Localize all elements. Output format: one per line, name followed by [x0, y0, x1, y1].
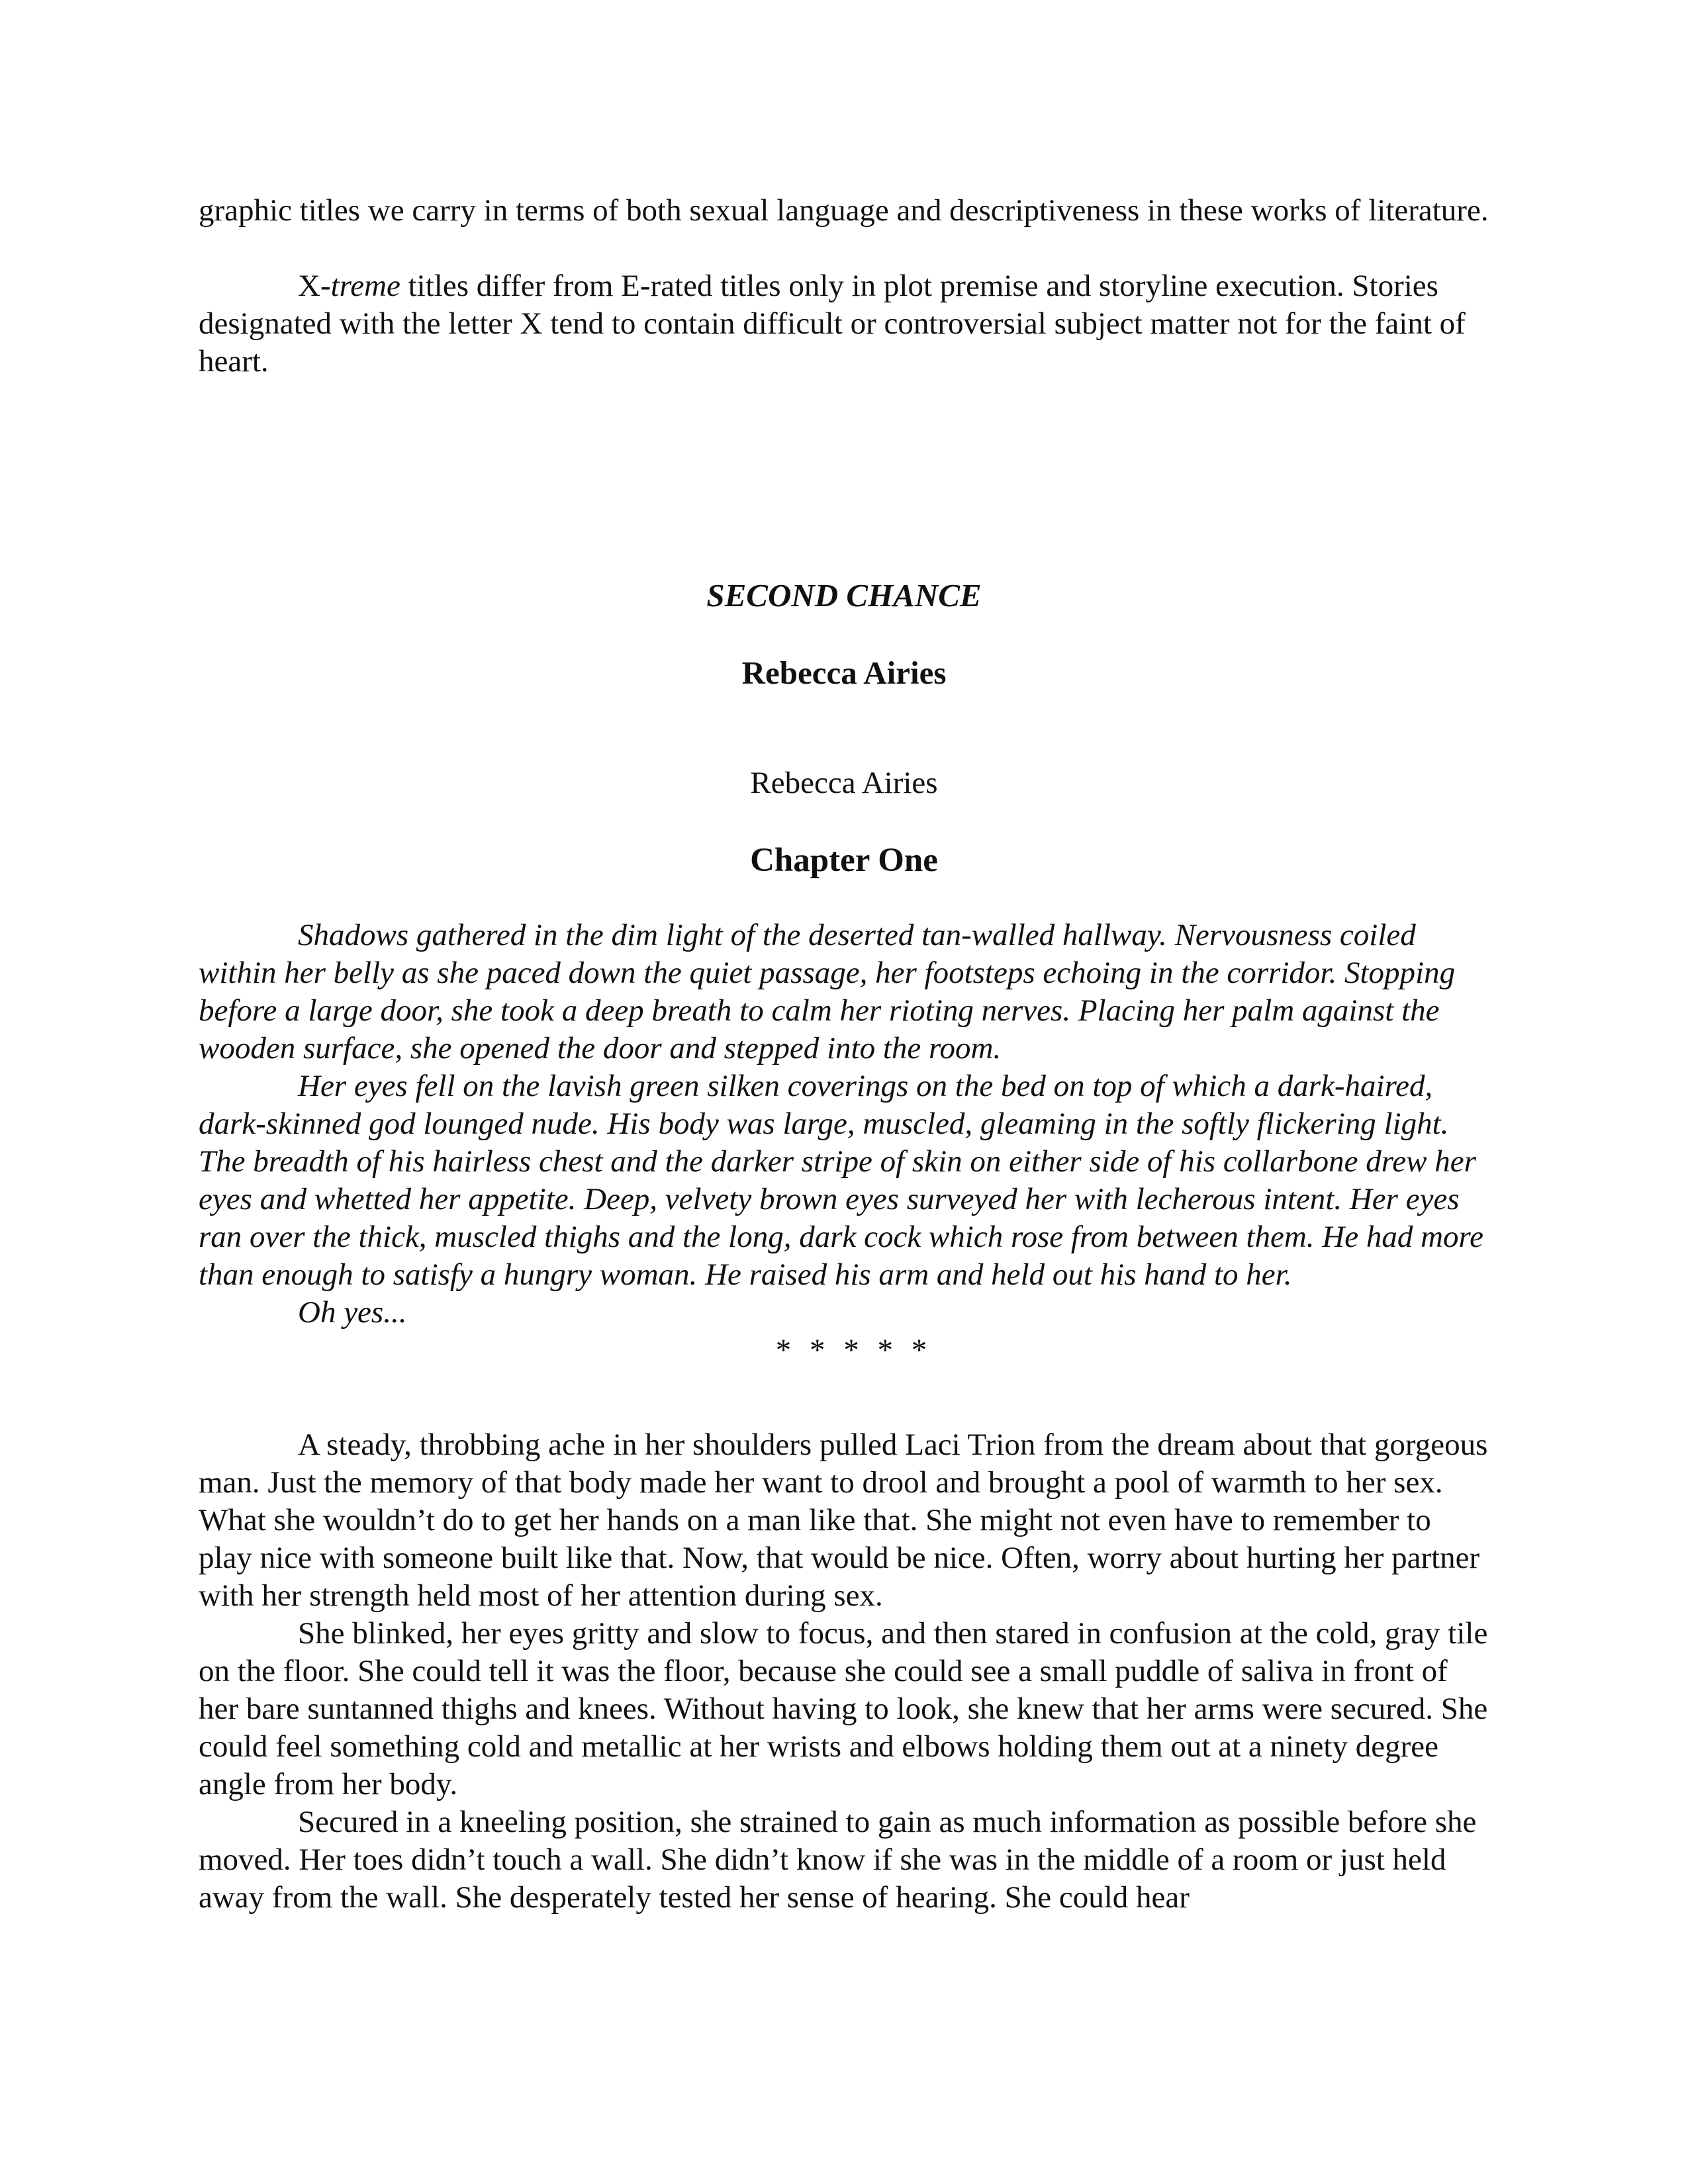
- chapter-body: [199, 1426, 1489, 1917]
- book-title: SECOND CHANCE: [706, 577, 982, 614]
- intro-paragraph-2-emphasis: treme: [330, 269, 400, 303]
- scene-separator: * * * * *: [775, 1333, 933, 1367]
- author-heading: Rebecca Airies: [741, 655, 947, 691]
- document-page: [199, 192, 1489, 1917]
- prologue-paragraph: Shadows gathered in the dim light of the deserted tan-walled hallway. Nervousness coiled within her belly as she paced down the quiet passage, her footsteps echoing in the corridor. Stopping before a large door, she took a deep breath to calm her rioting nerves. Placing her palm against the wooden surface, she opened the door and stepped into the room.: [199, 918, 1456, 1066]
- author-byline: Rebecca Airies: [750, 766, 938, 800]
- title-block: [199, 576, 1489, 880]
- intro-paragraph-1: graphic titles we carry in terms of both sexual language and descriptiveness in these works of literature.: [199, 193, 1489, 228]
- chapter-heading: Chapter One: [750, 842, 938, 879]
- body-paragraph: She blinked, her eyes gritty and slow to focus, and then stared in confusion at the cold, gray tile on the floor. She could tell it was the floor, because she could see a small puddle of saliva in front of her bare suntanned thighs and knees. Without having to look, she knew that her arms were secured. She could feel something cold and metallic at her wrists and elbows holding them out at a ninety degree angle from her body.: [199, 1616, 1488, 1801]
- body-paragraph: A steady, throbbing ache in her shoulders pulled Laci Trion from the dream about that gorgeous man. Just the memory of that body made her want to drool and brought a pool of warmth to her sex. What she wouldn’t do to get her hands on a man like that. She might not even have to remember to play nice with someone built like that. Now, that would be nice. Often, worry about hurting her partner with her strength held most of her attention during sex.: [199, 1428, 1488, 1613]
- intro-paragraph-2-prefix: X-: [298, 269, 331, 303]
- prologue-paragraph: Oh yes...: [298, 1295, 407, 1330]
- prologue-dream: [199, 917, 1489, 1332]
- intro-paragraph-2-rest: titles differ from E-rated titles only in plot premise and storyline execution. Stories designated with the letter X tend to contain difficult or controversial subject matter not for the faint of heart.: [199, 269, 1466, 379]
- body-paragraph: Secured in a kneeling position, she strained to gain as much information as possible before she moved. Her toes didn’t touch a wall. She didn’t know if she was in the middle of a room or just held away from the wall. She desperately tested her sense of hearing. She could hear: [199, 1805, 1477, 1915]
- prologue-paragraph: Her eyes fell on the lavish green silken coverings on the bed on top of which a dark-haired, dark-skinned god lounged nude. His body was large, muscled, gleaming in the softly flickering light. The breadth of his hairless chest and the darker stripe of skin on either side of his collarbone drew her eyes and whetted her appetite. Deep, velvety brown eyes surveyed her with lecherous intent. Her eyes ran over the thick, muscled thighs and the long, dark cock which rose from between them. He had more than enough to satisfy a hungry woman. He raised his arm and held out his hand to her.: [199, 1069, 1483, 1292]
- intro-paragraph-2: [199, 267, 1489, 381]
